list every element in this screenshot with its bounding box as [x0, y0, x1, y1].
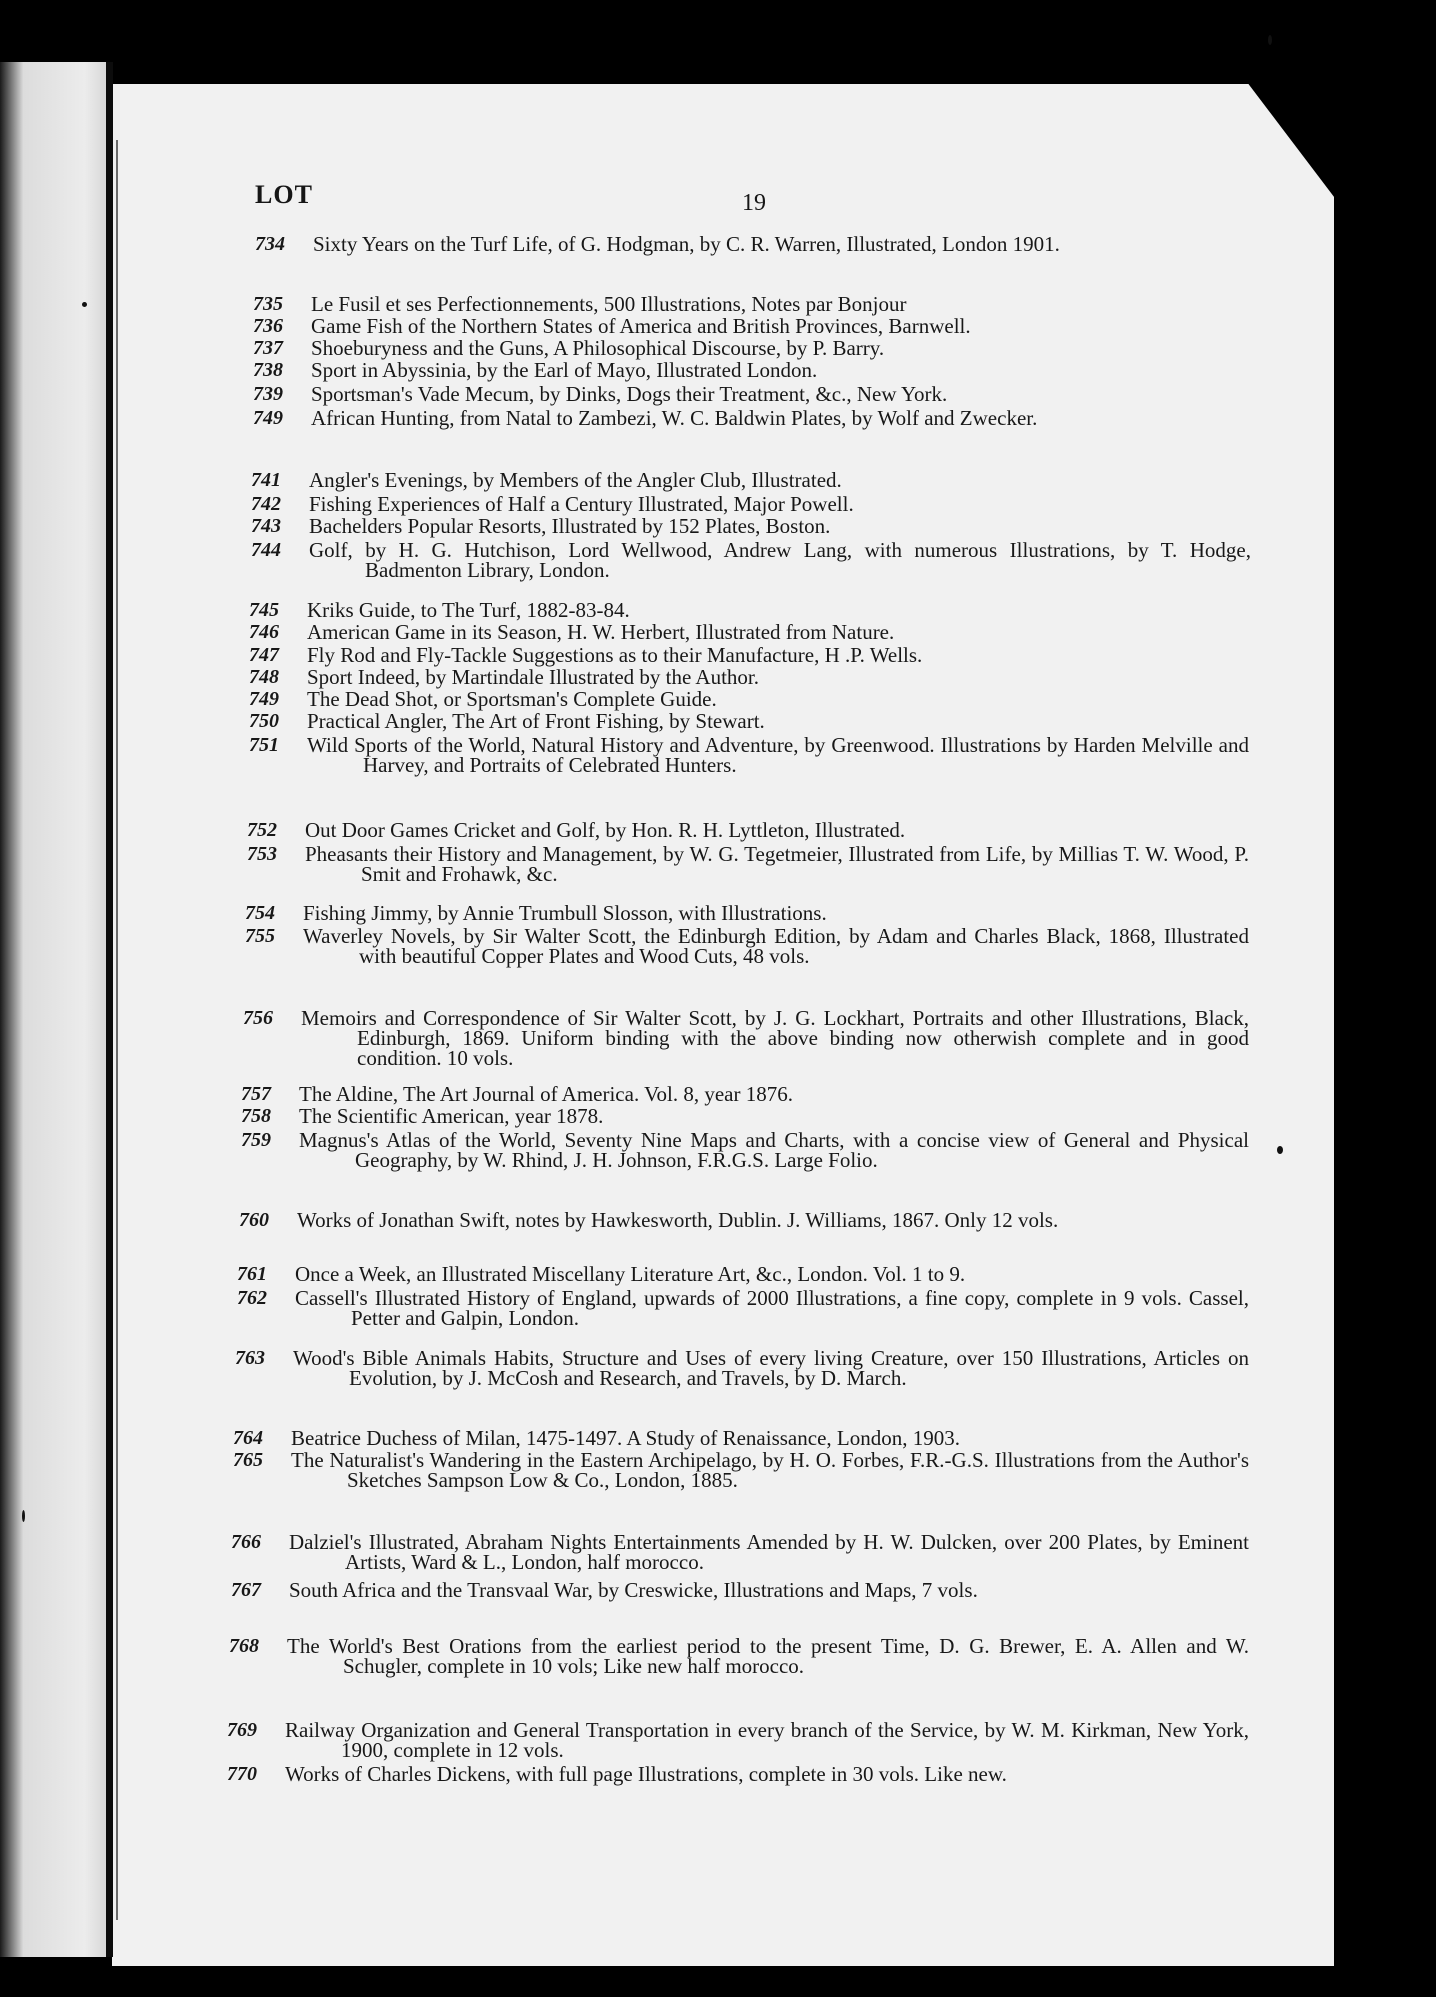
- lot-description: Works of Charles Dickens, with full page Illustrations, complete in 30 vols. Like new.: [285, 1762, 1007, 1786]
- lot-description: The Dead Shot, or Sportsman's Complete Guide.: [307, 687, 717, 711]
- lot-description: Beatrice Duchess of Milan, 1475-1497. A Study of Renaissance, London, 1903.: [291, 1426, 960, 1450]
- lot-description: Bachelders Popular Resorts, Illustrated by 152 Plates, Boston.: [309, 514, 831, 538]
- lot-number: 762: [237, 1287, 267, 1309]
- lot-description: Railway Organization and General Transportation in every branch of the Service, by W. M. Kirkman, New York, 1900, complete in 12 vols.: [285, 1718, 1249, 1762]
- lot-entry: [253, 338, 1253, 358]
- lot-number: 747: [249, 644, 279, 666]
- lot-entry: [253, 384, 1253, 404]
- lot-description: Magnus's Atlas of the World, Seventy Nine Maps and Charts, with a concise view of General and Physical Geography, by W. Rhind, J. H. Johnson, F.R.G.S. Large Folio.: [299, 1128, 1249, 1172]
- lot-entry: [253, 360, 1253, 380]
- lot-description: Sixty Years on the Turf Life, of G. Hodgman, by C. R. Warren, Illustrated, London 1901.: [313, 232, 1060, 256]
- lot-number: 752: [247, 819, 277, 841]
- lot-description: The World's Best Orations from the earliest period to the present Time, D. G. Brewer, E. A. Allen and W. Schugler, complete in 10 vols; Like new half morocco.: [287, 1634, 1249, 1678]
- lot-number: 753: [247, 843, 277, 865]
- lot-entry: [251, 540, 1251, 580]
- lot-number: 767: [231, 1579, 261, 1601]
- lot-entry: [247, 844, 1249, 884]
- lot-number: 765: [233, 1449, 263, 1471]
- lot-number: 746: [249, 621, 279, 643]
- lot-number: 745: [249, 599, 279, 621]
- lot-entry: [251, 470, 1251, 490]
- lot-description: Le Fusil et ses Perfectionnements, 500 Illustrations, Notes par Bonjour: [311, 292, 907, 316]
- lot-description: South Africa and the Transvaal War, by Creswicke, Illustrations and Maps, 7 vols.: [289, 1578, 978, 1602]
- lot-entry: [237, 1288, 1249, 1328]
- lot-number: 760: [239, 1209, 269, 1231]
- lot-description: Shoeburyness and the Guns, A Philosophical Discourse, by P. Barry.: [311, 336, 885, 360]
- lot-description: Sport in Abyssinia, by the Earl of Mayo, Illustrated London.: [311, 358, 818, 382]
- lot-entry: [249, 645, 1249, 665]
- lot-description: Sportsman's Vade Mecum, by Dinks, Dogs their Treatment, &c., New York.: [311, 382, 948, 406]
- lot-description: Kriks Guide, to The Turf, 1882-83-84.: [307, 598, 630, 622]
- lot-number: 738: [253, 359, 283, 381]
- ink-speck: [1277, 1146, 1283, 1154]
- lot-number: 758: [241, 1105, 271, 1127]
- lot-column-label: LOT: [255, 180, 313, 209]
- lot-entry: [241, 1106, 1249, 1126]
- lot-number: 766: [231, 1531, 261, 1553]
- lot-number: 736: [253, 315, 283, 337]
- ink-speck: [82, 302, 87, 307]
- lot-entry: [249, 667, 1249, 687]
- lot-description: Wild Sports of the World, Natural History and Adventure, by Greenwood. Illustrations by Harden Melville and Harvey, and Portraits of Celebrated Hunters.: [307, 733, 1249, 777]
- lot-entry: [253, 316, 1253, 336]
- lot-number: 750: [249, 710, 279, 732]
- lot-description: Memoirs and Correspondence of Sir Walter Scott, by J. G. Lockhart, Portraits and other Illustrations, Black, Edinburgh, 1869. Uniform binding with the above binding now otherwish complete and in good condition. 10 vols.: [301, 1006, 1249, 1070]
- facing-page-edge: [0, 62, 106, 1957]
- lot-number: 754: [245, 902, 275, 924]
- lot-entry: [231, 1532, 1249, 1572]
- ink-speck: [22, 1510, 25, 1522]
- lot-description: Dalziel's Illustrated, Abraham Nights Entertainments Amended by H. W. Dulcken, over 200 Plates, by Eminent Artists, Ward & L., London, half morocco.: [289, 1530, 1249, 1574]
- lot-description: African Hunting, from Natal to Zambezi, W. C. Baldwin Plates, by Wolf and Zwecker.: [311, 406, 1038, 430]
- lot-description: Angler's Evenings, by Members of the Angler Club, Illustrated.: [309, 468, 842, 492]
- spine-crease: [116, 140, 118, 1920]
- lot-entry: [249, 689, 1249, 709]
- lot-description: The Aldine, The Art Journal of America. Vol. 8, year 1876.: [299, 1082, 793, 1106]
- lot-entry: [249, 711, 1249, 731]
- lot-entry: [237, 1264, 1249, 1284]
- lot-entry: [233, 1428, 1249, 1448]
- binding-spine: [106, 62, 113, 1957]
- lot-number: 768: [229, 1635, 259, 1657]
- lot-number: 734: [255, 233, 285, 255]
- lot-number: 761: [237, 1263, 267, 1285]
- lot-description: Fly Rod and Fly-Tackle Suggestions as to their Manufacture, H .P. Wells.: [307, 643, 923, 667]
- lot-number: 743: [251, 515, 281, 537]
- lot-number: 769: [227, 1719, 257, 1741]
- lot-description: The Naturalist's Wandering in the Eastern Archipelago, by H. O. Forbes, F.R.-G.S. Illustrations from the Author's Sketches Sampson Low & Co., London, 1885.: [291, 1448, 1249, 1492]
- lot-number: 741: [251, 469, 281, 491]
- lot-number: 759: [241, 1129, 271, 1151]
- lot-description: Once a Week, an Illustrated Miscellany Literature Art, &c., London. Vol. 1 to 9.: [295, 1262, 966, 1286]
- lot-description: The Scientific American, year 1878.: [299, 1104, 604, 1128]
- lot-entry: [227, 1720, 1249, 1760]
- lot-number: 756: [243, 1007, 273, 1029]
- lot-number: 737: [253, 337, 283, 359]
- lot-entry: [235, 1348, 1249, 1388]
- lot-description: Practical Angler, The Art of Front Fishing, by Stewart.: [307, 709, 765, 733]
- lot-entry: [241, 1130, 1249, 1170]
- lot-description: Golf, by H. G. Hutchison, Lord Wellwood, Andrew Lang, with numerous Illustrations, by T. Hodge, Badmenton Library, London.: [309, 538, 1251, 582]
- lot-number: 739: [253, 383, 283, 405]
- lot-entry: [247, 820, 1249, 840]
- lot-description: Pheasants their History and Management, by W. G. Tegetmeier, Illustrated from Life, by Millias T. W. Wood, P. Smit and Frohawk, &c.: [305, 842, 1249, 886]
- lot-number: 749: [249, 688, 279, 710]
- lot-entry: [251, 494, 1251, 514]
- lot-description: Game Fish of the Northern States of America and British Provinces, Barnwell.: [311, 314, 971, 338]
- lot-description: Waverley Novels, by Sir Walter Scott, the Edinburgh Edition, by Adam and Charles Black, 1868, Illustrated with beautiful Copper Plates and Wood Cuts, 48 vols.: [303, 924, 1249, 968]
- lot-number: 735: [253, 293, 283, 315]
- lot-entry: [249, 735, 1249, 775]
- lot-description: Fishing Experiences of Half a Century Illustrated, Major Powell.: [309, 492, 854, 516]
- lot-entry: [229, 1636, 1249, 1676]
- lot-description: Fishing Jimmy, by Annie Trumbull Slosson, with Illustrations.: [303, 901, 827, 925]
- lot-entry: [245, 903, 1249, 923]
- lot-number: 744: [251, 539, 281, 561]
- lot-entry: [243, 1008, 1249, 1068]
- lot-number: 751: [249, 734, 279, 756]
- lot-number: 763: [235, 1347, 265, 1369]
- lot-entry: [253, 408, 1253, 428]
- lot-number: 742: [251, 493, 281, 515]
- lot-description: Out Door Games Cricket and Golf, by Hon. R. H. Lyttleton, Illustrated.: [305, 818, 906, 842]
- lot-entry: [233, 1450, 1249, 1490]
- lot-description: Cassell's Illustrated History of England, upwards of 2000 Illustrations, a fine copy, complete in 9 vols. Cassel, Petter and Galpin, London.: [295, 1286, 1249, 1330]
- lot-entry: [241, 1084, 1249, 1104]
- lot-number: 755: [245, 925, 275, 947]
- lot-entry: [255, 234, 1255, 254]
- lot-entry: [245, 926, 1249, 966]
- lot-entry: [227, 1764, 1249, 1784]
- lot-number: 749: [253, 407, 283, 429]
- lot-number: 757: [241, 1083, 271, 1105]
- lot-description: Wood's Bible Animals Habits, Structure and Uses of every living Creature, over 150 Illustrations, Articles on Evolution, by J. McCosh and Research, and Travels, by D. March.: [293, 1346, 1249, 1390]
- lot-description: Sport Indeed, by Martindale Illustrated by the Author.: [307, 665, 759, 689]
- lot-number: 748: [249, 666, 279, 688]
- lot-description: American Game in its Season, H. W. Herbert, Illustrated from Nature.: [307, 620, 895, 644]
- lot-entry: [253, 294, 1253, 314]
- lot-entry: [251, 516, 1251, 536]
- ink-speck: [1268, 35, 1272, 45]
- lot-number: 770: [227, 1763, 257, 1785]
- lot-entry: [249, 622, 1249, 642]
- page-header: [255, 180, 1235, 224]
- page-number: 19: [742, 190, 766, 216]
- lot-entry: [239, 1210, 1249, 1230]
- lot-entry: [231, 1580, 1249, 1600]
- lot-number: 764: [233, 1427, 263, 1449]
- lot-description: Works of Jonathan Swift, notes by Hawkesworth, Dublin. J. Williams, 1867. Only 12 vols.: [297, 1208, 1059, 1232]
- lot-entry: [249, 600, 1249, 620]
